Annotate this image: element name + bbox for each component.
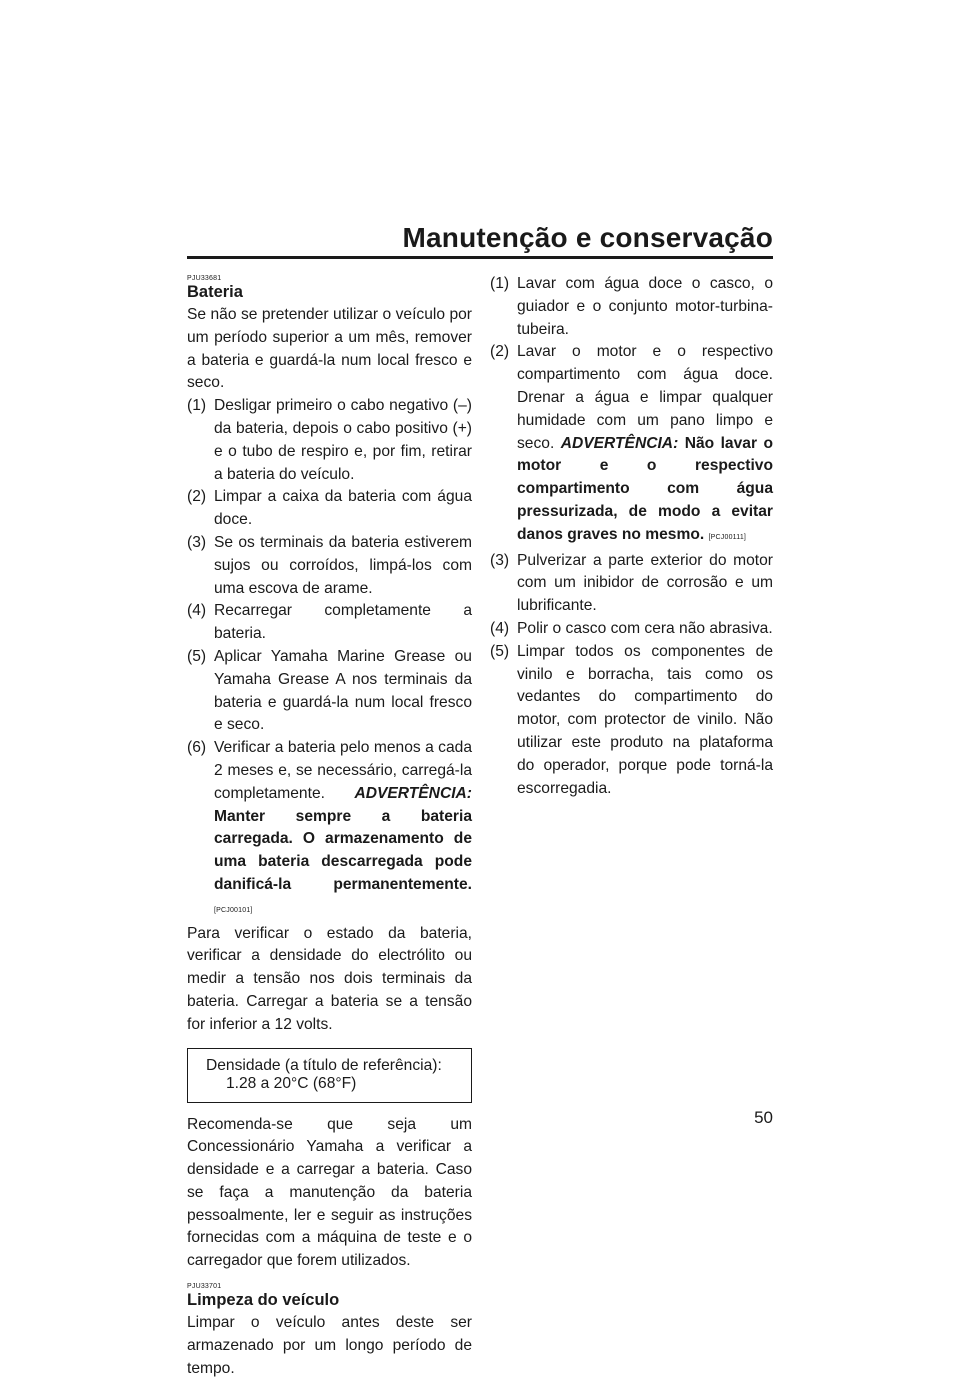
- battery-step: (2) Limpar a caixa da bateria com água doce.: [187, 488, 472, 529]
- left-column: [187, 275, 472, 1380]
- cleaning-intro: Limpar o veículo antes deste ser armazenado por um longo período de tempo.: [187, 1314, 472, 1377]
- battery-step: (5) Aplicar Yamaha Marine Grease ou Yamaha Grease A nos terminais da bateria e guardá-la num local fresco e seco.: [187, 647, 472, 734]
- warning-text: Não lavar o motor e o respectivo compartimento com água pressurizada, de modo a evitar danos graves no mesmo.: [517, 434, 773, 543]
- battery-step: (3) Se os terminais da bateria estiverem sujos ou corroídos, limpá-los com uma escova de arame.: [187, 533, 472, 597]
- density-label: Densidade (a título de referência):: [206, 1056, 442, 1074]
- header-rule: [187, 256, 773, 259]
- battery-step: (6) Verificar a bateria pelo menos a cada 2 meses e, se necessário, carregá-la completamente. ADVERTÊNCIA: Manter sempre a bateria carregada. O armazenamento de uma bateria descarregada pode danificá-la permanentemente. [PCJ00101]: [187, 739, 472, 914]
- section-code: PJU33681: [187, 275, 222, 282]
- warning-label: ADVERTÊNCIA:: [354, 784, 472, 802]
- right-column: [490, 273, 773, 800]
- cleaning-step: (5) Limpar todos os componentes de vinilo e borracha, tais como os vedantes do compartimento do motor, com protector de vinilo. Não utilizar este produto na plataforma do operador, porque pode torná-la escorregadia.: [490, 642, 773, 797]
- cleaning-step: (1) Lavar com água doce o casco, o guiador e o conjunto motor-turbina-tubeira.: [490, 275, 773, 338]
- section-code: PJU33701: [187, 1283, 222, 1291]
- cleaning-step: (3) Pulverizar a parte exterior do motor com um inibidor de corrosão e um lubrificante.: [490, 551, 773, 615]
- density-box: [187, 1048, 472, 1103]
- section-title-cleaning: Limpeza do veículo: [187, 1291, 340, 1310]
- warning-code: [PCJ00111]: [708, 533, 747, 541]
- battery-recommend-text: Recomenda-se que seja um Concessionário Yamaha a verificar a densidade e a carregar a bateria. Caso se faça a manutenção da bateria pessoalmente, ler e seguir as instruções fornecidas com a máquina de teste e o carregador que forem utilizados.: [187, 1115, 472, 1270]
- page-number: 50: [754, 1108, 773, 1127]
- density-value: 1.28 a 20°C (68°F): [226, 1074, 357, 1092]
- battery-step: (1) Desligar primeiro o cabo negativo (–) da bateria, depois o cabo positivo (+) e o tubo de respiro e, por fim, retirar a bateria do veículo.: [187, 397, 472, 483]
- warning-code: [PCJ00101]: [214, 906, 253, 914]
- battery-steps: [187, 395, 472, 922]
- cleaning-steps: [490, 273, 773, 800]
- page-title: Manutenção e conservação: [402, 222, 773, 253]
- battery-step: (4) Recarregar completamente a bateria.: [187, 602, 472, 643]
- warning-label: ADVERTÊNCIA:: [560, 434, 679, 452]
- cleaning-step: (2) Lavar o motor e o respectivo compartimento com água doce. Drenar a água e limpar qualquer humidade com um pano limpo e seco. ADVERTÊNCIA: Não lavar o motor e o respectivo compartimento com água pressurizada, de modo a evitar danos graves no mesmo. [PCJ00111]: [490, 343, 773, 543]
- section-title-battery: Bateria: [187, 283, 243, 301]
- warning-text: Manter sempre a bateria carregada. O armazenamento de uma bateria descarregada pode danificá-la permanentemente.: [214, 807, 472, 893]
- cleaning-step: (4) Polir o casco com cera não abrasiva.: [490, 619, 773, 637]
- battery-intro: Se não se pretender utilizar o veículo por um período superior a um mês, remover a bateria e guardá-la num local fresco e seco.: [187, 306, 472, 392]
- battery-check-text: Para verificar o estado da bateria, verificar a densidade do electrólito ou medir a tensão nos dois terminais da bateria. Carregar a bateria se a tensão for inferior a 12 volts.: [187, 924, 472, 1033]
